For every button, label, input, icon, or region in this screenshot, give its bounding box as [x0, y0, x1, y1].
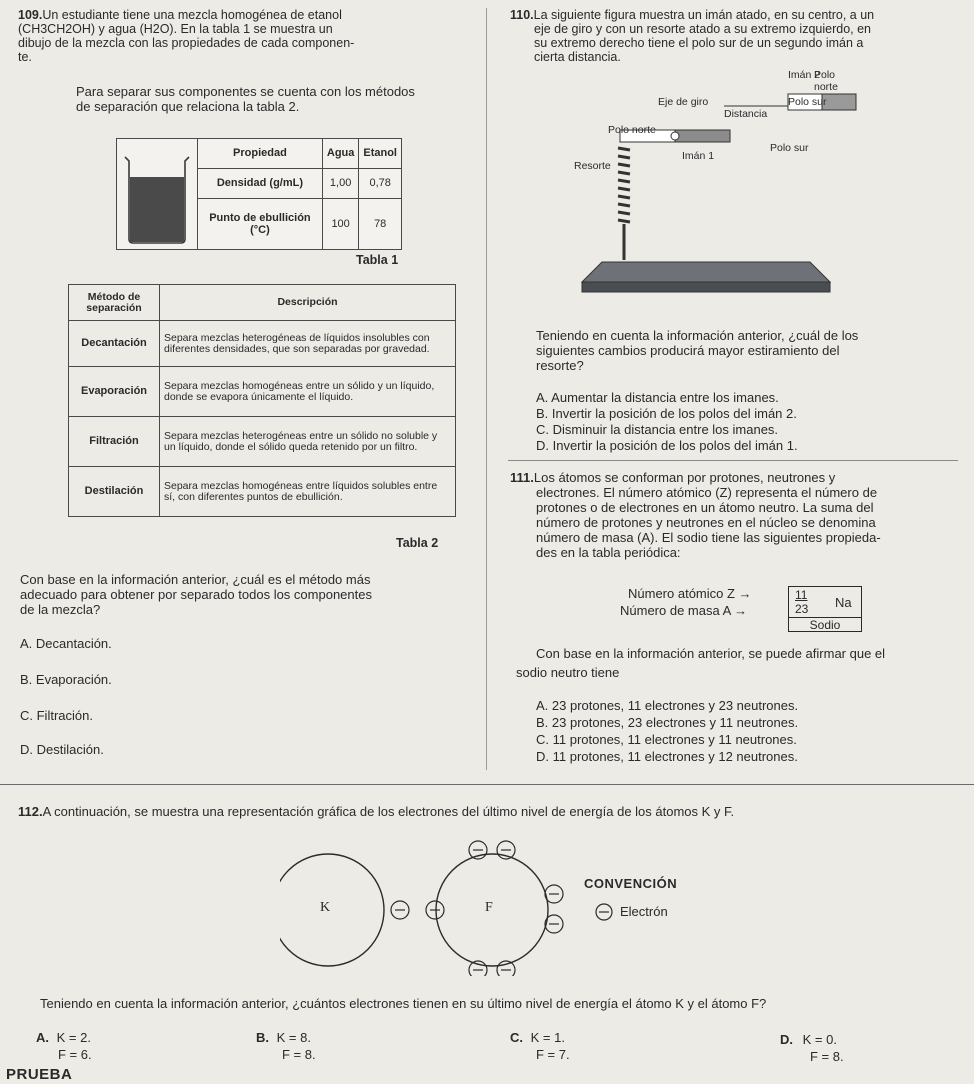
q109-stem-line2: (CH3CH2OH) y agua (H2O). En la tabla 1 se muestra un — [18, 22, 333, 36]
table1-header-prop: Propiedad — [198, 139, 323, 169]
q112-option-b-letter: B. — [256, 1030, 269, 1045]
q112-option-b[interactable] — [256, 1030, 316, 1062]
table1-header-agua: Agua — [322, 139, 359, 169]
q111-stem-line1: Los átomos se conforman por protones, neutrones y — [533, 470, 836, 485]
atoms-figure — [280, 836, 580, 976]
q112-question: Teniendo en cuenta la información anterior, ¿cuántos electrones tienen en su último nivel de energía el átomo K y el átomo F? — [40, 996, 767, 1011]
q112-option-d[interactable] — [780, 1032, 844, 1064]
q111-number: 111. — [510, 470, 534, 485]
q111-option-a[interactable]: A. 23 protones, 11 electrones y 23 neutrones. — [536, 698, 799, 713]
q110-number: 110. — [510, 8, 534, 22]
q111-stem-line5: número de masa (A). El sodio tiene las siguientes propieda- — [536, 530, 881, 545]
q110-question-line2: siguientes cambios producirá mayor estiramiento del — [536, 343, 840, 358]
beaker-icon — [117, 139, 197, 247]
table1-caption: Tabla 1 — [356, 253, 399, 267]
q111-stem-line2: electrones. El número atómico (Z) representa el número de — [536, 485, 878, 500]
label-polo-sur-top: Polo sur — [788, 96, 827, 108]
table1 — [197, 138, 402, 250]
q110-question-line3: resorte? — [536, 358, 584, 373]
label-resorte: Resorte — [574, 160, 611, 172]
q111-stem-line3: protones o de electrones en un átomo neutro. La suma del — [536, 500, 874, 515]
q112-option-c-k: K = 1. — [530, 1030, 565, 1045]
table1-header-etanol: Etanol — [359, 139, 402, 169]
q109-intro — [76, 84, 476, 114]
q111-stem-line6: des en la tabla periódica: — [536, 545, 681, 560]
q112-stem — [18, 804, 958, 819]
table2-header-desc: Descripción — [160, 285, 456, 321]
q109-stem-line4: te. — [18, 50, 32, 64]
q112-option-d-f: F = 8. — [810, 1049, 844, 1064]
q110-stem-line1: La siguiente figura muestra un imán atado, en su centro, a un — [533, 8, 875, 22]
label-distancia: Distancia — [724, 108, 768, 120]
q110-question — [536, 328, 956, 373]
label-iman1: Imán 1 — [682, 150, 715, 162]
q110-option-b[interactable]: B. Invertir la posición de los polos del imán 2. — [536, 406, 797, 421]
section-divider — [0, 784, 974, 785]
convention-electron-label: Electrón — [620, 904, 668, 919]
q110-stem — [510, 8, 960, 64]
table2 — [68, 284, 456, 517]
column-divider — [486, 8, 487, 770]
mixture-figure — [116, 138, 402, 250]
q110-stem-line3: su extremo derecho tiene el polo sur de un segundo imán a — [534, 36, 864, 50]
q112-option-a[interactable] — [36, 1030, 92, 1062]
q112-option-d-letter: D. — [780, 1032, 793, 1047]
table1-cell: Punto de ebullición (°C) — [198, 198, 323, 249]
sodium-a: 23 — [795, 602, 809, 616]
q111-question — [516, 646, 966, 680]
q109-option-a[interactable]: A. Decantación. — [20, 636, 112, 651]
sodium-symbol: Na — [835, 595, 852, 610]
q110-option-d[interactable]: D. Invertir la posición de los polos del imán 1. — [536, 438, 798, 453]
q109-stem — [18, 8, 468, 64]
magnet-figure — [560, 64, 860, 314]
table2-desc: Separa mezclas heterogéneas entre un sólido no soluble y un líquido, donde el sólido queda retenido por un filtro. — [160, 417, 456, 467]
q112-option-d-k: K = 0. — [802, 1032, 837, 1047]
table2-header-method: Método de separación — [69, 285, 160, 321]
table2-desc: Separa mezclas heterogéneas de líquidos insolubles con diferentes densidades, que son separadas por gravedad. — [160, 321, 456, 367]
q112-option-a-f: F = 6. — [58, 1047, 92, 1062]
atom-k-label: K — [320, 900, 331, 915]
table2-desc: Separa mezclas homogéneas entre líquidos solubles entre sí, con diferentes puntos de ebullición. — [160, 467, 456, 517]
q109-stem-line1: Un estudiante tiene una mezcla homogénea de etanol — [42, 8, 342, 22]
q112-option-b-f: F = 8. — [282, 1047, 316, 1062]
q109-question — [20, 572, 480, 617]
q109-question-line2: adecuado para obtener por separado todos los componentes — [20, 587, 372, 602]
q110-option-a[interactable]: A. Aumentar la distancia entre los imanes. — [536, 390, 779, 405]
q112-number: 112. — [18, 804, 43, 819]
q112-option-c[interactable] — [510, 1030, 570, 1062]
sodium-z: 11 — [795, 588, 808, 602]
q111-stem-line4: número de protones y neutrones en el núcleo se denomina — [536, 515, 876, 530]
q109-option-b[interactable]: B. Evaporación. — [20, 672, 112, 687]
q109-number: 109. — [18, 8, 43, 22]
q109-question-line3: de la mezcla? — [20, 602, 101, 617]
convention-title: CONVENCIÓN — [584, 876, 678, 891]
q109-intro-line1: Para separar sus componentes se cuenta con los métodos — [76, 84, 415, 99]
label-polo-norte-top: Polo norte — [814, 69, 838, 93]
sodium-name: Sodio — [789, 617, 861, 632]
q109-option-d[interactable]: D. Destilación. — [20, 742, 104, 757]
table1-cell: 100 — [322, 198, 359, 249]
q110-q111-divider — [508, 460, 958, 461]
label-polo-norte: Polo norte — [608, 124, 656, 136]
electron-icon — [594, 902, 616, 922]
atom-f-label: F — [485, 900, 493, 915]
table1-cell: Densidad (g/mL) — [198, 168, 323, 198]
q110-option-c[interactable]: C. Disminuir la distancia entre los imanes. — [536, 422, 779, 437]
q109-option-c[interactable]: C. Filtración. — [20, 708, 93, 723]
table2-method: Filtración — [69, 417, 160, 467]
q112-option-b-k: K = 8. — [276, 1030, 311, 1045]
table1-cell: 1,00 — [322, 168, 359, 198]
label-numero-masa: Número de masa A → — [620, 603, 748, 618]
q110-question-line1: Teniendo en cuenta la información anterior, ¿cuál de los — [536, 328, 859, 343]
q111-question-line2: sodio neutro tiene — [516, 665, 620, 680]
q112-option-c-letter: C. — [510, 1030, 523, 1045]
q112-option-a-k: K = 2. — [56, 1030, 91, 1045]
label-iman2: Imán 2 — [788, 69, 821, 81]
q112-option-a-letter: A. — [36, 1030, 49, 1045]
footer-prueba: PRUEBA — [6, 1066, 73, 1083]
label-polo-sur: Polo sur — [770, 142, 809, 154]
q109-stem-line3: dibujo de la mezcla con las propiedades de cada componen- — [18, 36, 355, 50]
table2-method: Decantación — [69, 321, 160, 367]
table2-desc: Separa mezclas homogéneas entre un sólido y un líquido, donde se evapora únicamente el líquido. — [160, 367, 456, 417]
q110-stem-line4: cierta distancia. — [534, 50, 621, 64]
q110-stem-line2: eje de giro y con un resorte atado a su extremo izquierdo, en — [534, 22, 872, 36]
q112-stem-text: A continuación, se muestra una representación gráfica de los electrones del último nivel de energía de los átomos K y F. — [42, 804, 735, 819]
sodium-element-box — [788, 586, 862, 632]
table2-method: Destilación — [69, 467, 160, 517]
table1-cell: 0,78 — [359, 168, 402, 198]
q112-option-c-f: F = 7. — [536, 1047, 570, 1062]
label-numero-atomico: Número atómico Z → — [628, 586, 752, 601]
q111-option-c[interactable]: C. 11 protones, 11 electrones y 11 neutrones. — [536, 732, 797, 747]
q109-intro-line2: de separación que relaciona la tabla 2. — [76, 99, 300, 114]
label-numero-masa-text: Número de masa A — [620, 603, 731, 618]
label-numero-atomico-text: Número atómico Z — [628, 586, 735, 601]
label-eje-giro: Eje de giro — [658, 96, 709, 108]
q109-question-line1: Con base en la información anterior, ¿cuál es el método más — [20, 572, 371, 587]
q111-stem — [510, 470, 960, 560]
table2-method: Evaporación — [69, 367, 160, 417]
table1-cell: 78 — [359, 198, 402, 249]
q111-option-d[interactable]: D. 11 protones, 11 electrones y 12 neutrones. — [536, 749, 798, 764]
table2-caption: Tabla 2 — [396, 536, 439, 550]
q111-question-line1: Con base en la información anterior, se puede afirmar que el — [536, 646, 886, 661]
q111-option-b[interactable]: B. 23 protones, 23 electrones y 11 neutrones. — [536, 715, 799, 730]
